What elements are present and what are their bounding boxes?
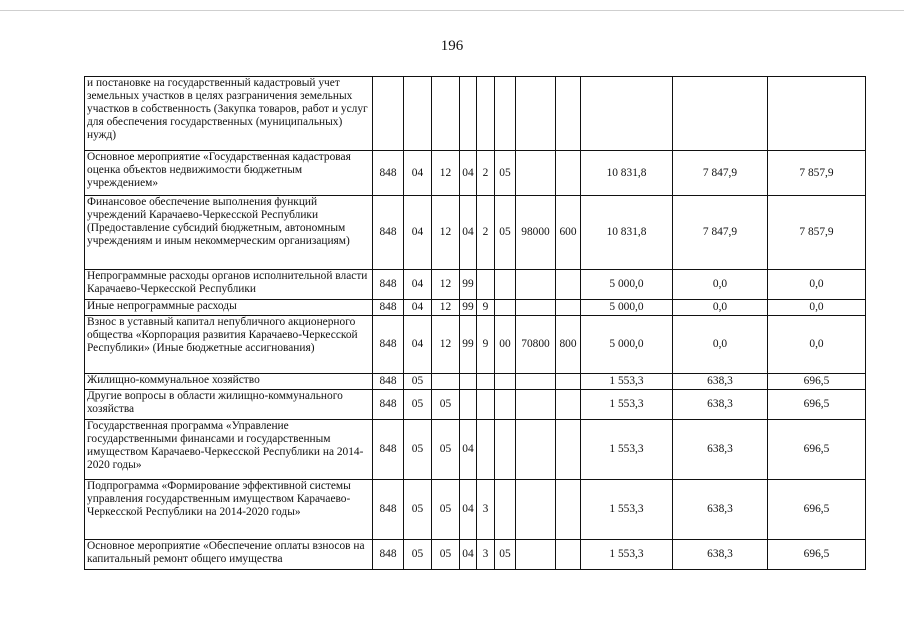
expense-type-cell: 600: [556, 196, 581, 270]
gov-code-cell: 848: [373, 540, 404, 570]
table-row: [85, 540, 866, 570]
budget-table: [84, 76, 866, 570]
gov-code-cell: 848: [373, 300, 404, 316]
expense-type-cell: [556, 480, 581, 540]
expense-type-cell: [556, 151, 581, 196]
expense-type-cell: [556, 374, 581, 390]
gov-code-cell: 848: [373, 151, 404, 196]
row-name: Другие вопросы в области жилищно-коммунального хозяйства: [85, 390, 373, 420]
subsection-cell: 12: [432, 300, 460, 316]
direction-cell: 70800: [516, 316, 556, 374]
table-row: [85, 316, 866, 374]
table-row: [85, 151, 866, 196]
main-activity-cell: [495, 420, 516, 480]
row-name: Непрограммные расходы органов исполнительной власти Карачаево-Черкесской Республики: [85, 270, 373, 300]
section-cell: 05: [404, 390, 432, 420]
program-cell: [460, 390, 477, 420]
section-cell: 04: [404, 300, 432, 316]
section-cell: 04: [404, 151, 432, 196]
program-cell: 04: [460, 540, 477, 570]
table-row: [85, 390, 866, 420]
year-2-amount-cell: 0,0: [673, 300, 768, 316]
direction-cell: [516, 77, 556, 151]
gov-code-cell: 848: [373, 480, 404, 540]
subprogram-cell: 2: [477, 151, 495, 196]
year-3-amount-cell: 7 857,9: [768, 196, 866, 270]
direction-cell: [516, 151, 556, 196]
gov-code-cell: 848: [373, 270, 404, 300]
year-1-amount-cell: 1 553,3: [581, 374, 673, 390]
year-2-amount-cell: 7 847,9: [673, 151, 768, 196]
program-cell: 99: [460, 300, 477, 316]
subprogram-cell: [477, 77, 495, 151]
section-cell: 05: [404, 480, 432, 540]
main-activity-cell: [495, 77, 516, 151]
main-activity-cell: 05: [495, 151, 516, 196]
table-row: [85, 270, 866, 300]
section-cell: 04: [404, 196, 432, 270]
expense-type-cell: 800: [556, 316, 581, 374]
table-row: [85, 196, 866, 270]
section-cell: 05: [404, 540, 432, 570]
year-2-amount-cell: 0,0: [673, 270, 768, 300]
year-3-amount-cell: 696,5: [768, 420, 866, 480]
program-cell: 04: [460, 480, 477, 540]
subprogram-cell: [477, 390, 495, 420]
main-activity-cell: 05: [495, 196, 516, 270]
subprogram-cell: 9: [477, 316, 495, 374]
year-1-amount-cell: 1 553,3: [581, 540, 673, 570]
main-activity-cell: 00: [495, 316, 516, 374]
gov-code-cell: 848: [373, 316, 404, 374]
year-1-amount-cell: 1 553,3: [581, 420, 673, 480]
year-2-amount-cell: 638,3: [673, 374, 768, 390]
gov-code-cell: 848: [373, 374, 404, 390]
expense-type-cell: [556, 540, 581, 570]
year-1-amount-cell: 10 831,8: [581, 151, 673, 196]
subsection-cell: [432, 77, 460, 151]
row-name: Финансовое обеспечение выполнения функций учреждений Карачаево-Черкесской Республики (Предоставление субсидий бюджетным, автономным учреждениям и иным некоммерческим организациям): [85, 196, 373, 270]
program-cell: [460, 77, 477, 151]
program-cell: [460, 374, 477, 390]
gov-code-cell: 848: [373, 390, 404, 420]
main-activity-cell: 05: [495, 540, 516, 570]
table-row: [85, 420, 866, 480]
table-row: [85, 480, 866, 540]
year-1-amount-cell: 5 000,0: [581, 270, 673, 300]
main-activity-cell: [495, 390, 516, 420]
expense-type-cell: [556, 420, 581, 480]
subprogram-cell: [477, 420, 495, 480]
year-3-amount-cell: 0,0: [768, 270, 866, 300]
year-1-amount-cell: [581, 77, 673, 151]
year-3-amount-cell: [768, 77, 866, 151]
row-name: Государственная программа «Управление государственными финансами и государственным имуществом Карачаево-Черкесской Республики на 2014-2020 годы»: [85, 420, 373, 480]
year-2-amount-cell: 638,3: [673, 480, 768, 540]
expense-type-cell: [556, 77, 581, 151]
direction-cell: [516, 374, 556, 390]
gov-code-cell: 848: [373, 196, 404, 270]
table-row: [85, 300, 866, 316]
page-number: 196: [440, 38, 464, 54]
gov-code-cell: [373, 77, 404, 151]
year-2-amount-cell: [673, 77, 768, 151]
section-cell: 05: [404, 420, 432, 480]
direction-cell: [516, 300, 556, 316]
year-3-amount-cell: 696,5: [768, 374, 866, 390]
subsection-cell: 05: [432, 420, 460, 480]
expense-type-cell: [556, 390, 581, 420]
subprogram-cell: 3: [477, 480, 495, 540]
year-2-amount-cell: 638,3: [673, 540, 768, 570]
subprogram-cell: [477, 374, 495, 390]
table-row: [85, 77, 866, 151]
year-3-amount-cell: 696,5: [768, 390, 866, 420]
direction-cell: [516, 390, 556, 420]
table-row: [85, 374, 866, 390]
subsection-cell: 12: [432, 270, 460, 300]
section-cell: [404, 77, 432, 151]
main-activity-cell: [495, 270, 516, 300]
section-cell: 05: [404, 374, 432, 390]
expense-type-cell: [556, 300, 581, 316]
subsection-cell: 05: [432, 390, 460, 420]
section-cell: 04: [404, 316, 432, 374]
row-name: Основное мероприятие «Обеспечение оплаты взносов на капитальный ремонт общего имущества: [85, 540, 373, 570]
year-2-amount-cell: 7 847,9: [673, 196, 768, 270]
year-1-amount-cell: 5 000,0: [581, 316, 673, 374]
year-1-amount-cell: 5 000,0: [581, 300, 673, 316]
year-3-amount-cell: 0,0: [768, 316, 866, 374]
gov-code-cell: 848: [373, 420, 404, 480]
section-cell: 04: [404, 270, 432, 300]
program-cell: 04: [460, 196, 477, 270]
row-name: Подпрограмма «Формирование эффективной системы управления государственным имуществом Карачаево-Черкесской Республики на 2014-2020 годы»: [85, 480, 373, 540]
row-name: Основное мероприятие «Государственная кадастровая оценка объектов недвижимости бюджетным учреждением»: [85, 151, 373, 196]
program-cell: 04: [460, 420, 477, 480]
row-name: Иные непрограммные расходы: [85, 300, 373, 316]
subsection-cell: 12: [432, 196, 460, 270]
subsection-cell: 12: [432, 316, 460, 374]
year-2-amount-cell: 0,0: [673, 316, 768, 374]
direction-cell: [516, 540, 556, 570]
year-3-amount-cell: 0,0: [768, 300, 866, 316]
row-name: Жилищно-коммунальное хозяйство: [85, 374, 373, 390]
direction-cell: [516, 420, 556, 480]
program-cell: 04: [460, 151, 477, 196]
program-cell: 99: [460, 270, 477, 300]
direction-cell: [516, 480, 556, 540]
subsection-cell: 12: [432, 151, 460, 196]
subprogram-cell: 3: [477, 540, 495, 570]
year-1-amount-cell: 1 553,3: [581, 480, 673, 540]
year-2-amount-cell: 638,3: [673, 390, 768, 420]
row-name: и постановке на государственный кадастровый учет земельных участков в целях разграничения земельных участков в собственность (Закупка товаров, работ и услуг для обеспечения государственных (муниципальных) нужд): [85, 77, 373, 151]
scan-edge: [0, 0, 904, 11]
subprogram-cell: [477, 270, 495, 300]
main-activity-cell: [495, 374, 516, 390]
subprogram-cell: 9: [477, 300, 495, 316]
subsection-cell: 05: [432, 480, 460, 540]
subsection-cell: 05: [432, 540, 460, 570]
subsection-cell: [432, 374, 460, 390]
direction-cell: [516, 270, 556, 300]
year-1-amount-cell: 1 553,3: [581, 390, 673, 420]
year-3-amount-cell: 696,5: [768, 540, 866, 570]
year-2-amount-cell: 638,3: [673, 420, 768, 480]
program-cell: 99: [460, 316, 477, 374]
main-activity-cell: [495, 480, 516, 540]
main-activity-cell: [495, 300, 516, 316]
year-1-amount-cell: 10 831,8: [581, 196, 673, 270]
row-name: Взнос в уставный капитал непубличного акционерного общества «Корпорация развития Карачаево-Черкесской Республики» (Иные бюджетные ассигнования): [85, 316, 373, 374]
year-3-amount-cell: 7 857,9: [768, 151, 866, 196]
year-3-amount-cell: 696,5: [768, 480, 866, 540]
subprogram-cell: 2: [477, 196, 495, 270]
direction-cell: 98000: [516, 196, 556, 270]
expense-type-cell: [556, 270, 581, 300]
